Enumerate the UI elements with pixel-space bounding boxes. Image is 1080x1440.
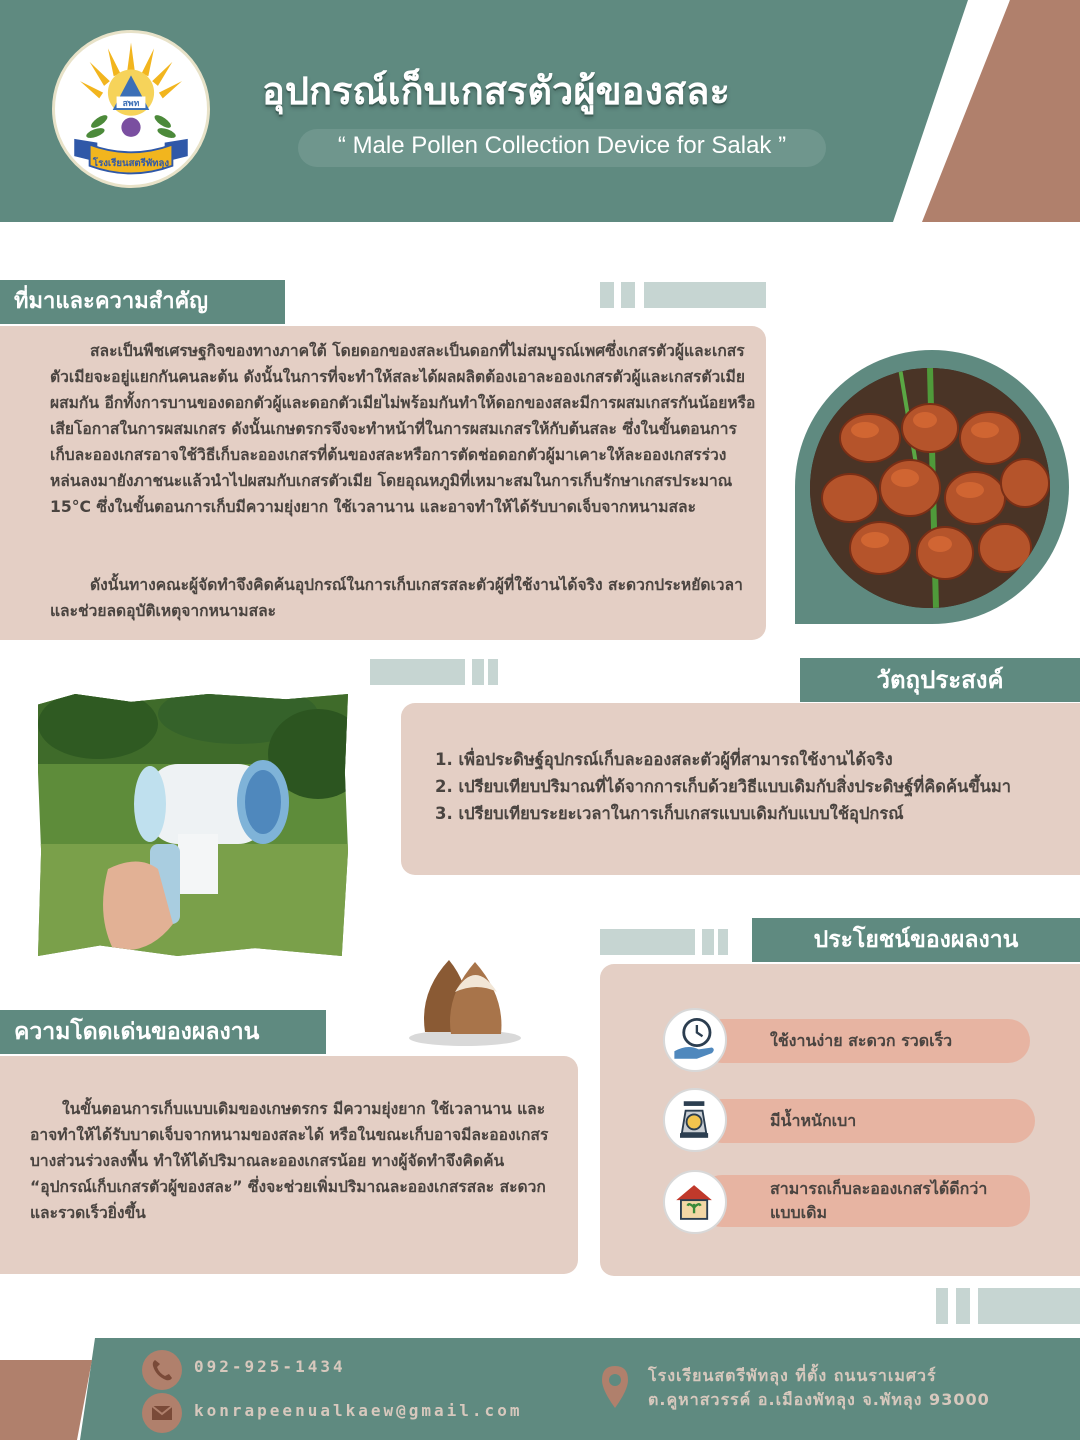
page-title: อุปกรณ์เก็บเกสรตัวผู้ของสละ	[262, 69, 730, 113]
benefit-label: มีน้ำหนักเบา	[770, 1111, 857, 1130]
page-subtitle: “ Male Pollen Collection Device for Salak ”	[337, 132, 787, 159]
benefits-heading: ประโยชน์ของผลงาน	[752, 918, 1080, 962]
decor-bar	[644, 282, 766, 308]
objective-item: 1. เพื่อประดิษฐ์อุปกรณ์เก็บละอองสละตัวผู้ที่สามารถใช้งานได้จริง	[435, 750, 893, 769]
objective-item: 2. เปรียบเทียบปริมาณที่ได้จากการเก็บด้วยวิธีแบบเดิมกับสิ่งประดิษฐ์ที่คิดค้นขึ้นมา	[435, 777, 1012, 796]
objectives-heading: วัตถุประสงค์	[800, 658, 1080, 702]
email-icon	[142, 1393, 182, 1433]
objective-item: 3. เปรียบเทียบระยะเวลาในการเก็บเกสรแบบเดิมกับแบบใช้อุปกรณ์	[435, 804, 904, 823]
house-plant-icon	[663, 1170, 727, 1234]
highlights-heading: ความโดดเด่นของผลงาน	[0, 1010, 326, 1054]
school-logo	[52, 30, 210, 188]
decor-bar	[600, 282, 614, 308]
decor-bar	[621, 282, 635, 308]
decor-bar	[702, 929, 714, 955]
salak-fruit-photo	[810, 368, 1050, 608]
decor-bar	[978, 1288, 1080, 1324]
benefit-label: ใช้งานง่าย สะดวก รวดเร็ว	[770, 1031, 953, 1050]
background-heading: ที่มาและความสำคัญ	[0, 280, 285, 324]
salak-seed-illustration	[405, 952, 525, 1048]
decor-bar	[956, 1288, 970, 1324]
decor-bar	[370, 659, 465, 685]
decor-bar	[600, 929, 695, 955]
scale-icon	[663, 1088, 727, 1152]
objectives-list	[435, 746, 1075, 827]
phone-icon	[142, 1350, 182, 1390]
clock-hand-icon	[663, 1008, 727, 1072]
decor-bar	[472, 659, 484, 685]
footer-address-line-2: ต.คูหาสวรรค์ อ.เมืองพัทลุง จ.พัทลุง 93000	[648, 1390, 990, 1409]
decor-bar	[488, 659, 498, 685]
footer-address-line-1: โรงเรียนสตรีพัทลุง ที่ตั้ง ถนนราเมศวร์	[648, 1366, 937, 1385]
decor-bar	[936, 1288, 948, 1324]
background-paragraph-1: สละเป็นพืชเศรษฐกิจของทางภาคใต้ โดยดอกของสละเป็นดอกที่ไม่สมบูรณ์เพศซึ่งเกสรตัวผู้และเกสรตัวเมียจะอยู่แยกกันคนละต้น ดังนั้นในการที่จะทำให้สละได้ผลผลิตต้องเอาละอองเกสรตัวผู้และเกสรตัวเมียผสมกัน อีกทั้งการบานของดอกตัวผู้และดอกตัวเมียไม่พร้อมกันทำให้ดอกของสละมีการผสมเกสรกันน้อยหรือเสียโอกาสในการผสมเกสร ดังนั้นเกษตรกรจึงจะทำหน้าที่ในการผสมเกสรให้กับต้นสละ ซึ่งในขั้นตอนการเก็บละอองเกสรอาจใช้วิธีเก็บละอองเกสรที่ต้นของสละหรือการตัดช่อดอกตัวผู้มาเคาะให้ละอองเกสรร่วงหล่นลงมายังภาชนะแล้วนำไปผสมกับเกสรตัวเมีย โดยอุณหภูมิที่เหมาะสมในการเก็บรักษาเกสรประมาณ 15°C ซึ่งในขั้นตอนการเก็บมีความยุ่งยาก ใช้เวลานาน และอาจทำให้ได้รับบาดเจ็บจากหนามสละ	[50, 342, 756, 516]
background-paragraph-2: ดังนั้นทางคณะผู้จัดทำจึงคิดค้นอุปกรณ์ในการเก็บเกสรสละตัวผู้ที่ใช้งานได้จริง สะดวกประหยัดเวลา และช่วยลดอุบัติเหตุจากหนามสละ	[50, 576, 743, 620]
benefit-label: สามารถเก็บละอองเกสรได้ดีกว่าแบบเดิม	[770, 1179, 988, 1222]
footer-email[interactable]: konrapeenualkaew@gmail.com	[194, 1401, 523, 1420]
svg-text:สพท: สพท	[122, 99, 140, 110]
location-pin-icon	[598, 1364, 632, 1412]
footer-phone[interactable]: 092-925-1434	[194, 1357, 346, 1376]
highlights-paragraph: ในขั้นตอนการเก็บแบบเดิมของเกษตรกร มีความยุ่งยาก ใช้เวลานาน และอาจทำให้ได้รับบาดเจ็บจากหนามของสละได้ หรือในขณะเก็บอาจมีละอองเกสรบางส่วนร่วงลงพื้น ทำให้ได้ปริมาณละอองเกสรน้อย ทางผู้จัดทำจึงคิดค้น “อุปกรณ์เก็บเกสรตัวผู้ของสละ” ซึ่งจะช่วยเพิ่มปริมาณละอองเกสรสละ สะดวก และรวดเร็วยิ่งขึ้น	[30, 1100, 549, 1222]
decor-bar	[718, 929, 728, 955]
device-photo	[38, 694, 348, 956]
svg-text:โรงเรียนสตรีพัทลุง: โรงเรียนสตรีพัทลุง	[92, 157, 170, 169]
